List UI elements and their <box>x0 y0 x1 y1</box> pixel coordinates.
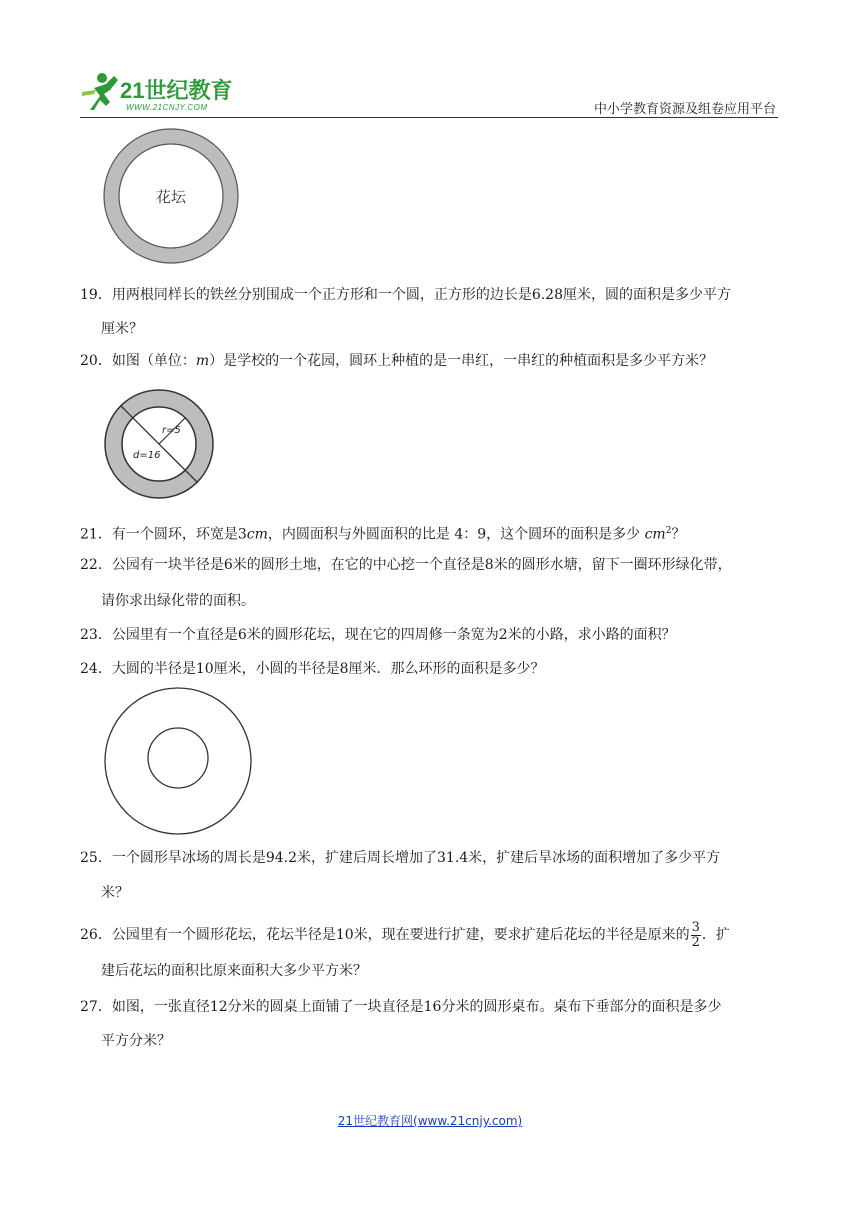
question-number: 19． <box>80 287 112 303</box>
question-number: 25． <box>80 850 112 866</box>
question-27-continued: 平方分米？ <box>101 1033 171 1049</box>
concentric-circles-figure <box>100 686 256 836</box>
question-19 <box>80 280 780 310</box>
question-number: 24． <box>80 661 112 677</box>
question-24 <box>80 654 780 684</box>
question-19-continued: 厘米？ <box>101 321 143 337</box>
footer-link[interactable]: 21世纪教育网(www.21cnjy.com) <box>337 1114 523 1128</box>
platform-title: 中小学教育资源及组卷应用平台 <box>593 102 776 117</box>
question-text: 公园里有一个圆形花坛，花坛半径是10米，现在要进行扩建，要求扩建后花坛的半径是原来的 <box>111 927 690 943</box>
question-text: 一个圆形旱冰场的周长是94.2米，扩建后周长增加了31.4米，扩建后旱冰场的面积增加了多少平方 <box>111 850 721 866</box>
fraction-denominator: 2 <box>691 934 700 950</box>
fraction <box>691 921 701 950</box>
runner-icon <box>80 70 124 114</box>
unit: cm <box>644 526 666 543</box>
question-number: 26． <box>80 927 112 943</box>
question-25-continued: 米？ <box>101 885 129 901</box>
question-23 <box>80 620 780 650</box>
radius-label: r=5 <box>162 425 181 436</box>
question-text: ？ <box>671 526 686 543</box>
fraction-numerator: 3 <box>691 919 700 935</box>
question-number: 23． <box>80 627 112 643</box>
question-number: 22． <box>80 557 112 573</box>
question-22 <box>80 550 780 580</box>
question-text: 公园里有一个直径是6米的圆形花坛，现在它的四周修一条宽为2米的小路，求小路的面积？ <box>111 627 676 643</box>
question-21 <box>80 516 780 550</box>
exponent: 2 <box>665 526 672 536</box>
logo-title: 21世纪教育 <box>120 78 233 103</box>
unit: cm <box>246 526 268 543</box>
unit: m <box>195 353 210 369</box>
site-logo <box>80 68 260 118</box>
question-22-continued: 请你求出绿化带的面积。 <box>101 593 255 609</box>
question-20 <box>80 346 780 376</box>
question-25 <box>80 843 780 873</box>
question-text: ．扩 <box>701 927 730 943</box>
question-number: 27． <box>80 999 112 1015</box>
question-text: 如图（单位： <box>111 353 196 369</box>
diameter-label: d=16 <box>133 450 161 461</box>
question-number: 21． <box>80 526 112 543</box>
question-text: 如图，一张直径12分米的圆桌上面铺了一块直径是16分米的圆形桌布。桌布下垂部分的面积是多少 <box>111 999 722 1015</box>
garden-ring-figure <box>100 385 218 503</box>
question-text: ）是学校的一个花园，圆环上种植的是一串红，一串红的种植面积是多少平方米？ <box>209 353 714 369</box>
question-text: 用两根同样长的铁丝分别围成一个正方形和一个圆，正方形的边长是6.28厘米，圆的面积是多少平方 <box>111 287 731 303</box>
question-number: 20． <box>80 353 112 369</box>
flowerbed-label: 花坛 <box>155 188 187 206</box>
question-text: 公园有一块半径是6米的圆形土地，在它的中心挖一个直径是8米的圆形水塘，留下一圈环形绿化带， <box>111 557 732 573</box>
question-26 <box>80 920 780 950</box>
logo-url: WWW.21CNJY.COM <box>126 103 208 112</box>
question-text: 有一个圆环，环宽是3 <box>111 526 247 543</box>
question-text: 大圆的半径是10厘米，小圆的半径是8厘米．那么环形的面积是多少？ <box>111 661 545 677</box>
flowerbed-ring-figure <box>100 125 242 267</box>
footer <box>0 1112 860 1129</box>
question-27 <box>80 992 780 1022</box>
question-text: ，内圆面积与外圆面积的比是 4：9，这个圆环的面积是多少 <box>267 526 645 543</box>
question-26-continued: 建后花坛的面积比原来面积大多少平方米？ <box>101 963 367 979</box>
header-divider <box>80 117 778 118</box>
